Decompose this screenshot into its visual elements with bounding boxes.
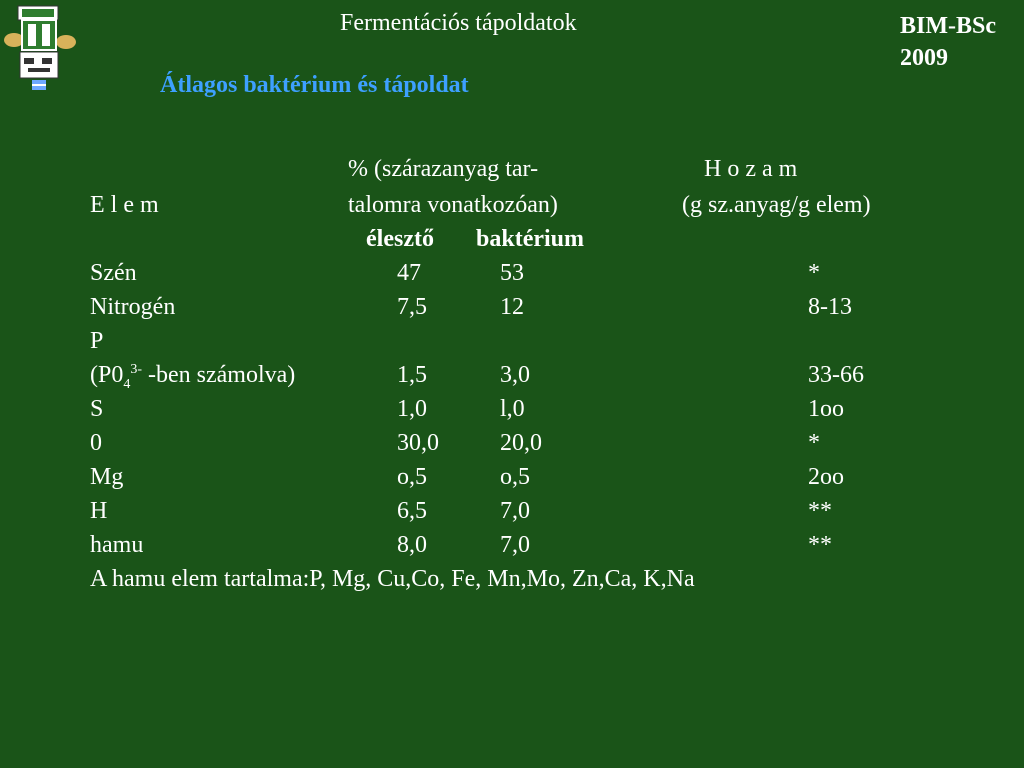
yeast-header: élesztő: [366, 226, 434, 252]
row-bacteria: o,5: [500, 464, 530, 490]
row-element: Szén: [90, 260, 137, 286]
row-bacteria: 7,0: [500, 532, 530, 558]
row-bacteria: 3,0: [500, 362, 530, 388]
slide-subtitle: Átlagos baktérium és tápoldat: [160, 72, 469, 98]
row-element: 0: [90, 430, 102, 456]
row-element: Mg: [90, 464, 124, 490]
row-bacteria: 12: [500, 294, 524, 320]
row-yield: 2oo: [808, 464, 844, 490]
row-yield: **: [808, 532, 832, 558]
row-bacteria: 7,0: [500, 498, 530, 524]
row-element: hamu: [90, 532, 144, 558]
yield-header-line2: (g sz.anyag/g elem): [682, 192, 871, 218]
row-yeast: 1,5: [397, 362, 427, 388]
university-crest-icon: [4, 2, 76, 96]
ash-content-note: A hamu elem tartalma:P, Mg, Cu,Co, Fe, Mn,Mo, Zn,Ca, K,Na: [90, 566, 695, 592]
row-yeast: 1,0: [397, 396, 427, 422]
course-year: 2009: [900, 45, 948, 71]
row-element: S: [90, 396, 104, 422]
row-yield: *: [808, 260, 820, 286]
row-yeast: o,5: [397, 464, 427, 490]
row-element: H: [90, 498, 108, 524]
bacteria-header: baktérium: [476, 226, 584, 252]
row-bacteria: 53: [500, 260, 524, 286]
row-yield: *: [808, 430, 820, 456]
row-yield: 33-66: [808, 362, 864, 388]
row-yeast: 6,5: [397, 498, 427, 524]
row-yeast: 8,0: [397, 532, 427, 558]
row-yeast: 47: [397, 260, 421, 286]
row-bacteria: l,0: [500, 396, 525, 422]
phosphate-sub: 4: [123, 376, 131, 392]
row-yeast: 7,5: [397, 294, 427, 320]
row-yield: 1oo: [808, 396, 844, 422]
page-title: Fermentációs tápoldatok: [340, 10, 577, 36]
row-bacteria: 20,0: [500, 430, 542, 456]
course-label: [900, 10, 996, 74]
phosphate-label: [90, 362, 295, 396]
row-element: P: [90, 328, 104, 354]
row-yield: 8-13: [808, 294, 852, 320]
percent-header-line2: talomra vonatkozóan): [348, 192, 558, 218]
row-element: Nitrogén: [90, 294, 176, 320]
row-yeast: 30,0: [397, 430, 439, 456]
course-code: BIM-BSc: [900, 13, 996, 39]
phosphate-suffix: -ben számolva): [142, 362, 296, 388]
row-yield: **: [808, 498, 832, 524]
percent-header-line1: % (szárazanyag tar-: [348, 156, 539, 182]
yield-header-line1: H o z a m: [704, 156, 798, 182]
phosphate-prefix: (P0: [90, 362, 124, 388]
phosphate-sup: 3-: [130, 362, 143, 377]
element-header: E l e m: [90, 192, 159, 218]
